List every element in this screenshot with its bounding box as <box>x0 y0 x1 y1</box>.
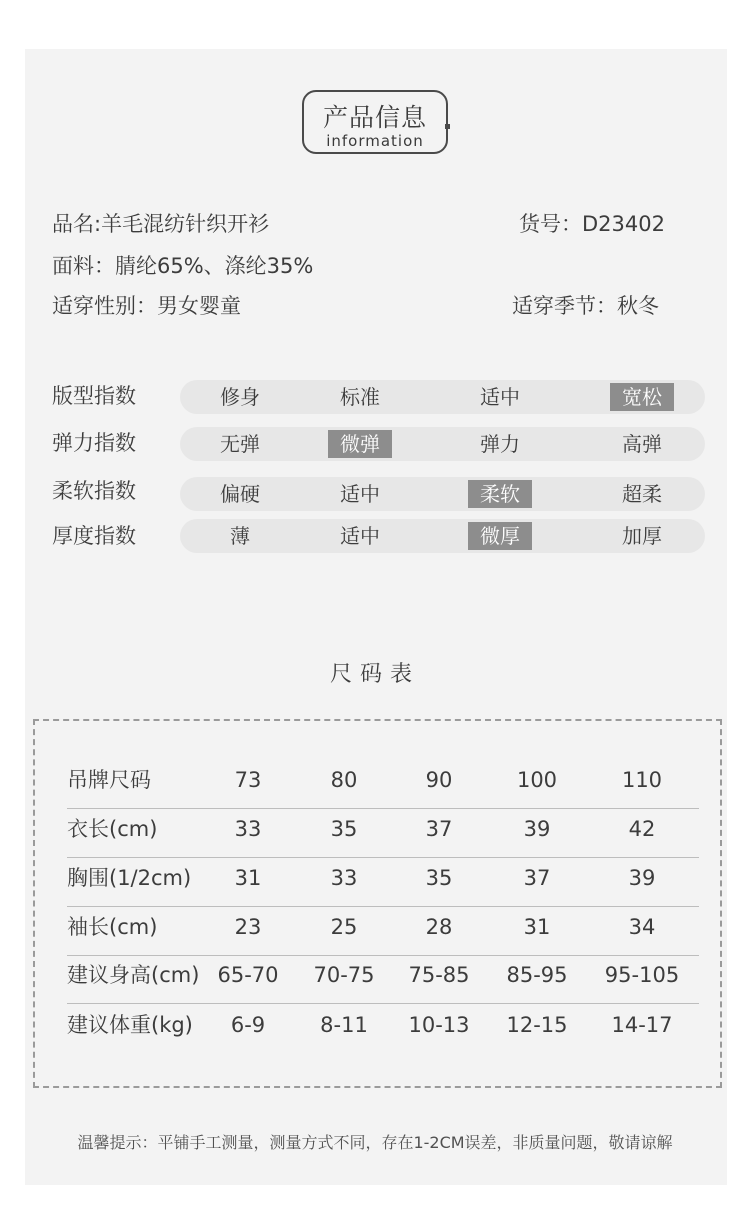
size-cell: 70-75 <box>313 963 375 987</box>
size-cell: 23 <box>234 915 262 939</box>
size-row-label: 衣长(cm) <box>67 817 158 841</box>
size-cell: 35 <box>425 866 453 890</box>
badge-title: 产品信息 <box>322 103 427 132</box>
size-row-label: 袖长(cm) <box>67 915 158 939</box>
size-row <box>67 809 699 858</box>
product-sku: 货号：D23402 <box>519 212 665 236</box>
size-cell: 34 <box>628 915 656 939</box>
badge-dot <box>445 124 450 129</box>
size-row <box>67 1005 699 1053</box>
index-label: 厚度指数 <box>52 524 136 548</box>
size-cell: 42 <box>628 817 656 841</box>
index-option: 无弹 <box>220 432 260 456</box>
index-option: 修身 <box>220 385 260 409</box>
index-option-selected: 宽松 <box>610 383 674 411</box>
index-option: 适中 <box>340 524 380 548</box>
size-row-label: 胸围(1/2cm) <box>67 866 192 890</box>
index-option: 弹力 <box>480 432 520 456</box>
size-cell: 90 <box>425 768 453 792</box>
size-cell: 95-105 <box>604 963 680 987</box>
size-cell: 10-13 <box>408 1013 470 1037</box>
size-row-label: 建议身高(cm) <box>67 963 200 987</box>
size-row <box>67 907 699 956</box>
size-cell: 73 <box>234 768 262 792</box>
index-option: 超柔 <box>622 482 662 506</box>
product-name: 品名:羊毛混纺针织开衫 <box>52 212 270 236</box>
size-cell: 75-85 <box>408 963 470 987</box>
index-option-selected: 柔软 <box>468 480 532 508</box>
size-table-title: 尺码表 <box>329 662 420 687</box>
index-label: 弹力指数 <box>52 431 136 455</box>
measurement-note: 温馨提示：平铺手工测量，测量方式不同，存在1-2CM误差，非质量问题，敬请谅解 <box>77 1133 673 1152</box>
section-badge <box>302 90 448 154</box>
product-fabric: 面料：腈纶65%、涤纶35% <box>52 254 314 278</box>
size-cell: 35 <box>330 817 358 841</box>
size-cell: 85-95 <box>506 963 568 987</box>
size-cell: 31 <box>234 866 262 890</box>
size-cell: 39 <box>628 866 656 890</box>
size-cell: 33 <box>234 817 262 841</box>
index-option-selected: 微厚 <box>468 522 532 550</box>
index-option: 适中 <box>340 482 380 506</box>
size-cell: 25 <box>330 915 358 939</box>
index-option: 适中 <box>480 385 520 409</box>
size-cell: 6-9 <box>230 1013 266 1037</box>
size-cell: 12-15 <box>506 1013 568 1037</box>
size-cell: 80 <box>330 768 358 792</box>
index-option: 高弹 <box>622 432 662 456</box>
size-row-label: 建议体重(kg) <box>67 1013 193 1037</box>
index-option: 薄 <box>230 524 250 548</box>
index-label: 版型指数 <box>52 384 136 408</box>
index-option: 标准 <box>340 385 380 409</box>
product-gender: 适穿性别：男女婴童 <box>52 294 241 318</box>
index-label: 柔软指数 <box>52 479 136 503</box>
index-option: 加厚 <box>622 524 662 548</box>
index-option: 偏硬 <box>220 482 260 506</box>
size-cell: 31 <box>523 915 551 939</box>
size-cell: 14-17 <box>611 1013 673 1037</box>
size-cell: 65-70 <box>217 963 279 987</box>
size-cell: 8-11 <box>320 1013 368 1037</box>
size-cell: 39 <box>523 817 551 841</box>
index-option-selected: 微弹 <box>328 430 392 458</box>
size-cell: 110 <box>621 768 663 792</box>
size-cell: 37 <box>425 817 453 841</box>
size-row <box>67 858 699 907</box>
product-season: 适穿季节：秋冬 <box>512 294 659 318</box>
size-cell: 100 <box>516 768 558 792</box>
badge-subtitle: information <box>326 132 424 150</box>
size-row-label: 吊牌尺码 <box>67 768 151 792</box>
size-cell: 37 <box>523 866 551 890</box>
size-cell: 33 <box>330 866 358 890</box>
size-row <box>67 760 699 809</box>
size-row <box>67 955 699 1004</box>
size-cell: 28 <box>425 915 453 939</box>
